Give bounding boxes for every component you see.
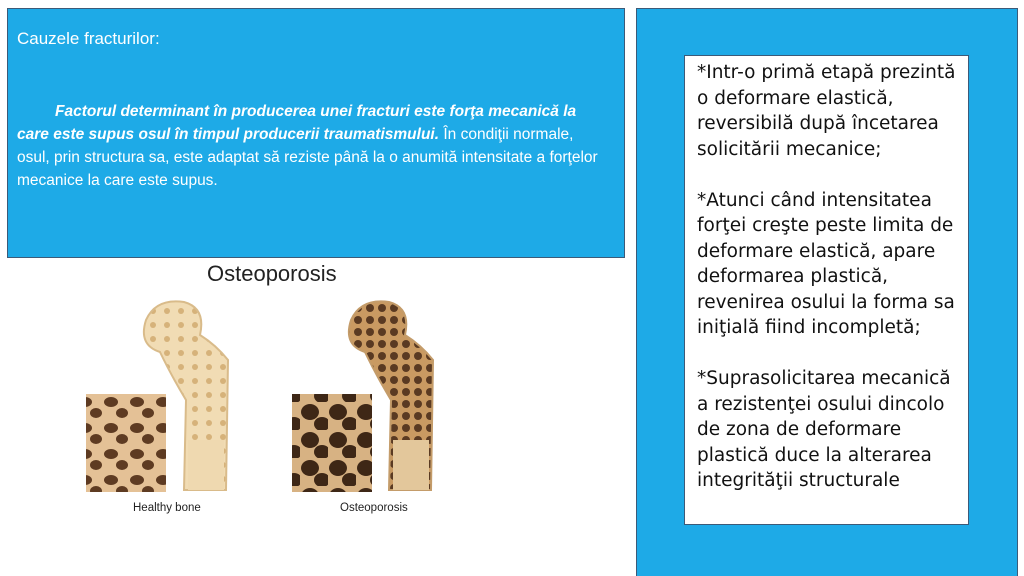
osteoporotic-shaft: [393, 440, 429, 490]
panel-body: [17, 100, 602, 192]
healthy-shaft: [188, 440, 224, 490]
healthy-microstructure: [86, 394, 166, 492]
body-text: În condiţii normale, osul, prin structura sa, este adaptat să reziste până la o anumită intensitate a forţelor mecanice la care este supus.: [17, 126, 598, 189]
body-emphasis: Factorul determinant în producerea unei fracturi este forţa mecanică la care este supus osul în timpul producerii traumatismului.: [17, 103, 577, 143]
figure-title: Osteoporosis: [207, 261, 337, 286]
left-text-panel: [7, 8, 625, 258]
bone-illustration: [76, 290, 496, 530]
osteoporotic-microstructure: [292, 394, 372, 492]
caption-osteoporosis: Osteoporosis: [340, 502, 408, 514]
card-text: *Intr-o primă etapă prezintă o deformare elastică, reversibilă după încetarea solicitării mecanice; *Atunci când intensitatea forţei creşte peste limita de deformare elastică, apare deformarea plastică, revenirea osului la forma sa iniţială fiind incompletă; *Suprasolicitarea mecanică a rezistenţei osului dincolo de zona de deformare plastică duce la alterarea integrităţii structurale: [697, 62, 956, 491]
caption-healthy-bone: Healthy bone: [133, 502, 201, 514]
panel-title: Cauzele fracturilor:: [17, 29, 160, 48]
osteoporosis-figure: [76, 260, 496, 530]
